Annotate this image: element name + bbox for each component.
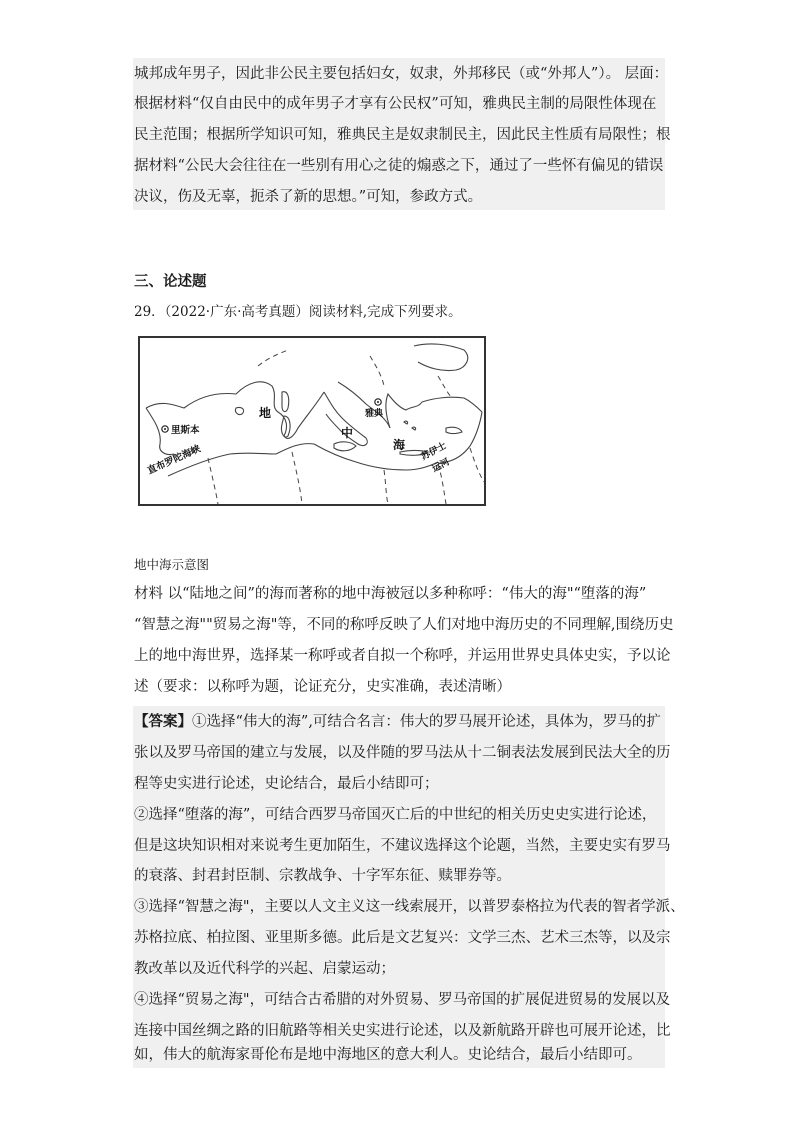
label-lisbon: 里斯本 (171, 425, 200, 436)
material-line-4: 述（要求：以称呼为题，论证充分，史实准确，表述清晰） (134, 679, 511, 695)
label-athens: 雅典 (365, 409, 384, 419)
section-heading: 三、论述题 (134, 274, 207, 290)
label-di: 地 (259, 406, 272, 420)
answer-first-rest: ①选择“伟大的海”,可结合名言：伟大的罗马展开论述，具体为，罗马的扩 (192, 714, 661, 730)
label-hai: 海 (393, 438, 406, 452)
answer-body-line-9: ④选择“贸易之海"，可结合古希腊的对外贸易、罗马帝国的扩展促进贸易的发展以及 (134, 992, 671, 1008)
answer-body-line-11: 如，伟大的航海家哥伦布是地中海地区的意大利人。史论结合，最后小结即可。 (134, 1047, 642, 1063)
material-line-1: 材料 以“陆地之间”的海而著称的地中海被冠以多种称呼：“伟大的海"“堕落的海” (134, 586, 647, 602)
answer-body-line-1: 张以及罗马帝国的建立与发展，以及伴随的罗马法从十二铜表法发展到民法大全的历 (134, 745, 671, 761)
answer-line-3: 民主范围；根据所学知识可知，雅典民主是奴隶制民主，因此民主性质有局限性；根 (134, 127, 671, 143)
answer-line-2: 根据材料“仅自由民中的成年男子才享有公民权”可知，雅典民主制的局限性体现在 (134, 96, 657, 112)
answer-body-line-5: 的衰落、封君封臣制、宗教战争、十字军东征、赎罪券等。 (134, 868, 511, 884)
map-caption: 地中海示意图 (134, 557, 210, 572)
answer-body-line-6: ③选择“智慧之海"，主要以人文主义这一线索展开，以普罗泰格拉为代表的智者学派、 (134, 899, 685, 915)
material-line-3: 上的地中海世界，选择某一称呼或者自拟一个称呼，并运用世界史具体史实，予以论 (134, 648, 671, 664)
material-line-2: “智慧之海""贸易之海"等，不同的称呼反映了人们对地中海历史的不同理解,围绕历史 (134, 617, 674, 633)
answer-tag: 【答案】 (134, 713, 192, 730)
answer-body-line-3: ②选择“堕落的海”，可结合西罗马帝国灭亡后的中世纪的相关历史史实进行论述， (134, 807, 657, 823)
answer-first-line (134, 712, 661, 732)
label-zhong: 中 (341, 426, 354, 440)
map-frame (139, 337, 485, 505)
label-gibraltar: 直布罗陀海峡 (145, 443, 203, 477)
answer-body-line-2: 程等史实进行论述，史论结合，最后小结即可； (134, 776, 439, 792)
answer-line-1: 城邦成年男子，因此非公民主要包括妇女，奴隶，外邦移民（或“外邦人”）。 层面： (134, 66, 669, 82)
answer-body-line-7: 苏格拉底、柏拉图、亚里斯多德。此后是文艺复兴：文学三杰、艺术三杰等，以及宗 (134, 930, 671, 946)
label-suez-1: 苏伊士 (419, 441, 449, 463)
answer-line-4: 据材料“公民大会往往在一些别有用心之徒的煽惑之下，通过了一些怀有偏见的错误 (134, 158, 664, 174)
mediterranean-map (138, 336, 486, 506)
answer-line-5: 决议，伤及无辜，扼杀了新的思想。”可知，参政方式。 (134, 189, 483, 205)
label-suez-2: 运河 (430, 457, 452, 475)
answer-body-line-8: 教改革以及近代科学的兴起、启蒙运动； (134, 961, 395, 977)
answer-body-line-4: 但是这块知识相对来说考生更加陌生，不建议选择这个论题，当然，主要史实有罗马 (134, 838, 671, 854)
answer-body-line-10: 连接中国丝绸之路的旧航路等相关史实进行论述，以及新航路开辟也可展开论述，比 (134, 1023, 671, 1039)
question-stem: 29．（2022·广东·高考真题）阅读材料,完成下列要求。 (134, 304, 462, 320)
